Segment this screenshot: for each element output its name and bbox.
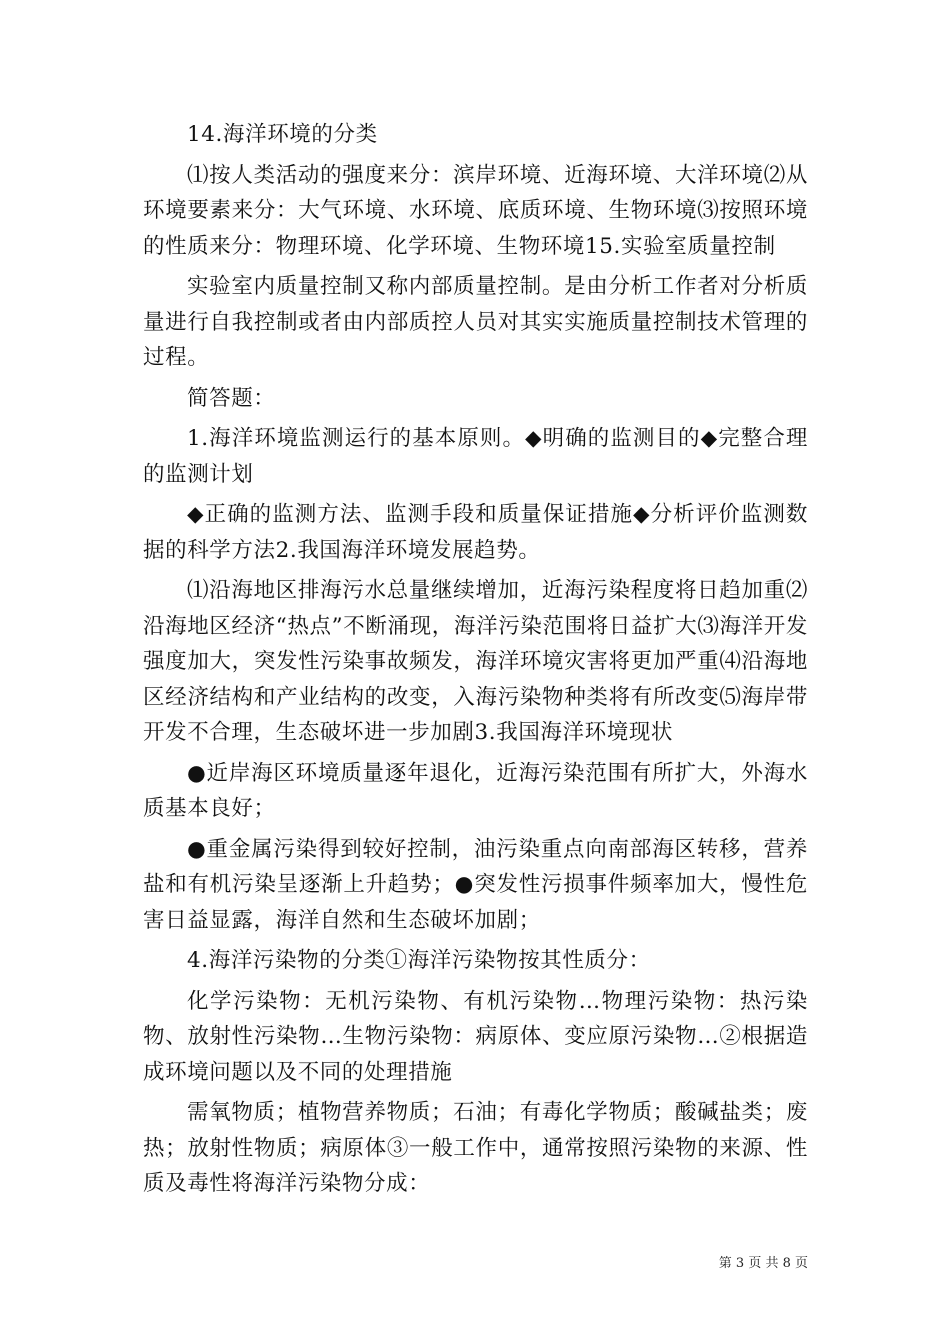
paragraph-pollutant-substances: 需氧物质；植物营养物质；石油；有毒化学物质；酸碱盐类；废热；放射性物质；病原体③一般工作中，通常按照污染物的来源、性质及毒性将海洋污染物分成： xyxy=(143,1100,808,1196)
paragraph-monitoring-methods: ◆正确的监测方法、监测手段和质量保证措施◆分析评价监测数据的科学方法2.我国海洋环境发展趋势。 xyxy=(143,502,808,563)
heading-14-classification: 14.海洋环境的分类 xyxy=(187,122,378,147)
heading-short-answer: 简答题： xyxy=(187,385,276,411)
page-number: 第 3 页 共 8 页 xyxy=(718,1256,808,1271)
paragraph-lab-quality-control: 实验室内质量控制又称内部质量控制。是由分析工作者对分析质量进行自我控制或者由内部质控人员对其实实施质量控制技术管理的过程。 xyxy=(143,274,808,370)
paragraph-status-coastal: ●近岸海区环境质量逐年退化，近海污染范围有所扩大，外海水质基本良好； xyxy=(143,760,808,821)
paragraph-status-pollution: ●重金属污染得到较好控制，油污染重点向南部海区转移，营养盐和有机污染呈逐渐上升趋势；●突发性污损事件频率加大，慢性危害日益显露，海洋自然和生态破坏加剧； xyxy=(143,836,808,933)
document-body xyxy=(143,117,808,1207)
paragraph-development-trends: ⑴沿海地区排海污水总量继续增加，近海污染程度将日趋加重⑵沿海地区经济“热点”不断涌现，海洋污染范围将日益扩大⑶海洋开发强度加大，突发性污染事故频发，海洋环境灾害将更加严重⑷沿海地区经济结构和产业结构的改变，入海污染物种类将有所改变⑸海岸带开发不合理，生态破坏进一步加剧3.我国海洋环境现状 xyxy=(143,578,808,745)
paragraph-monitoring-principles: 1.海洋环境监测运行的基本原则。◆明确的监测目的◆完整合理的监测计划 xyxy=(143,426,808,487)
paragraph-pollutant-types: 化学污染物：无机污染物、有机污染物…物理污染物：热污染物、放射性污染物…生物污染物：病原体、变应原污染物…②根据造成环境问题以及不同的处理措施 xyxy=(143,988,808,1085)
paragraph-classification-list: ⑴按人类活动的强度来分：滨岸环境、近海环境、大洋环境⑵从环境要素来分：大气环境、水环境、底质环境、生物环境⑶按照环境的性质来分：物理环境、化学环境、生物环境15.实验室质量控制 xyxy=(143,162,808,259)
heading-pollutant-classification: 4.海洋污染物的分类①海洋污染物按其性质分： xyxy=(187,948,651,973)
